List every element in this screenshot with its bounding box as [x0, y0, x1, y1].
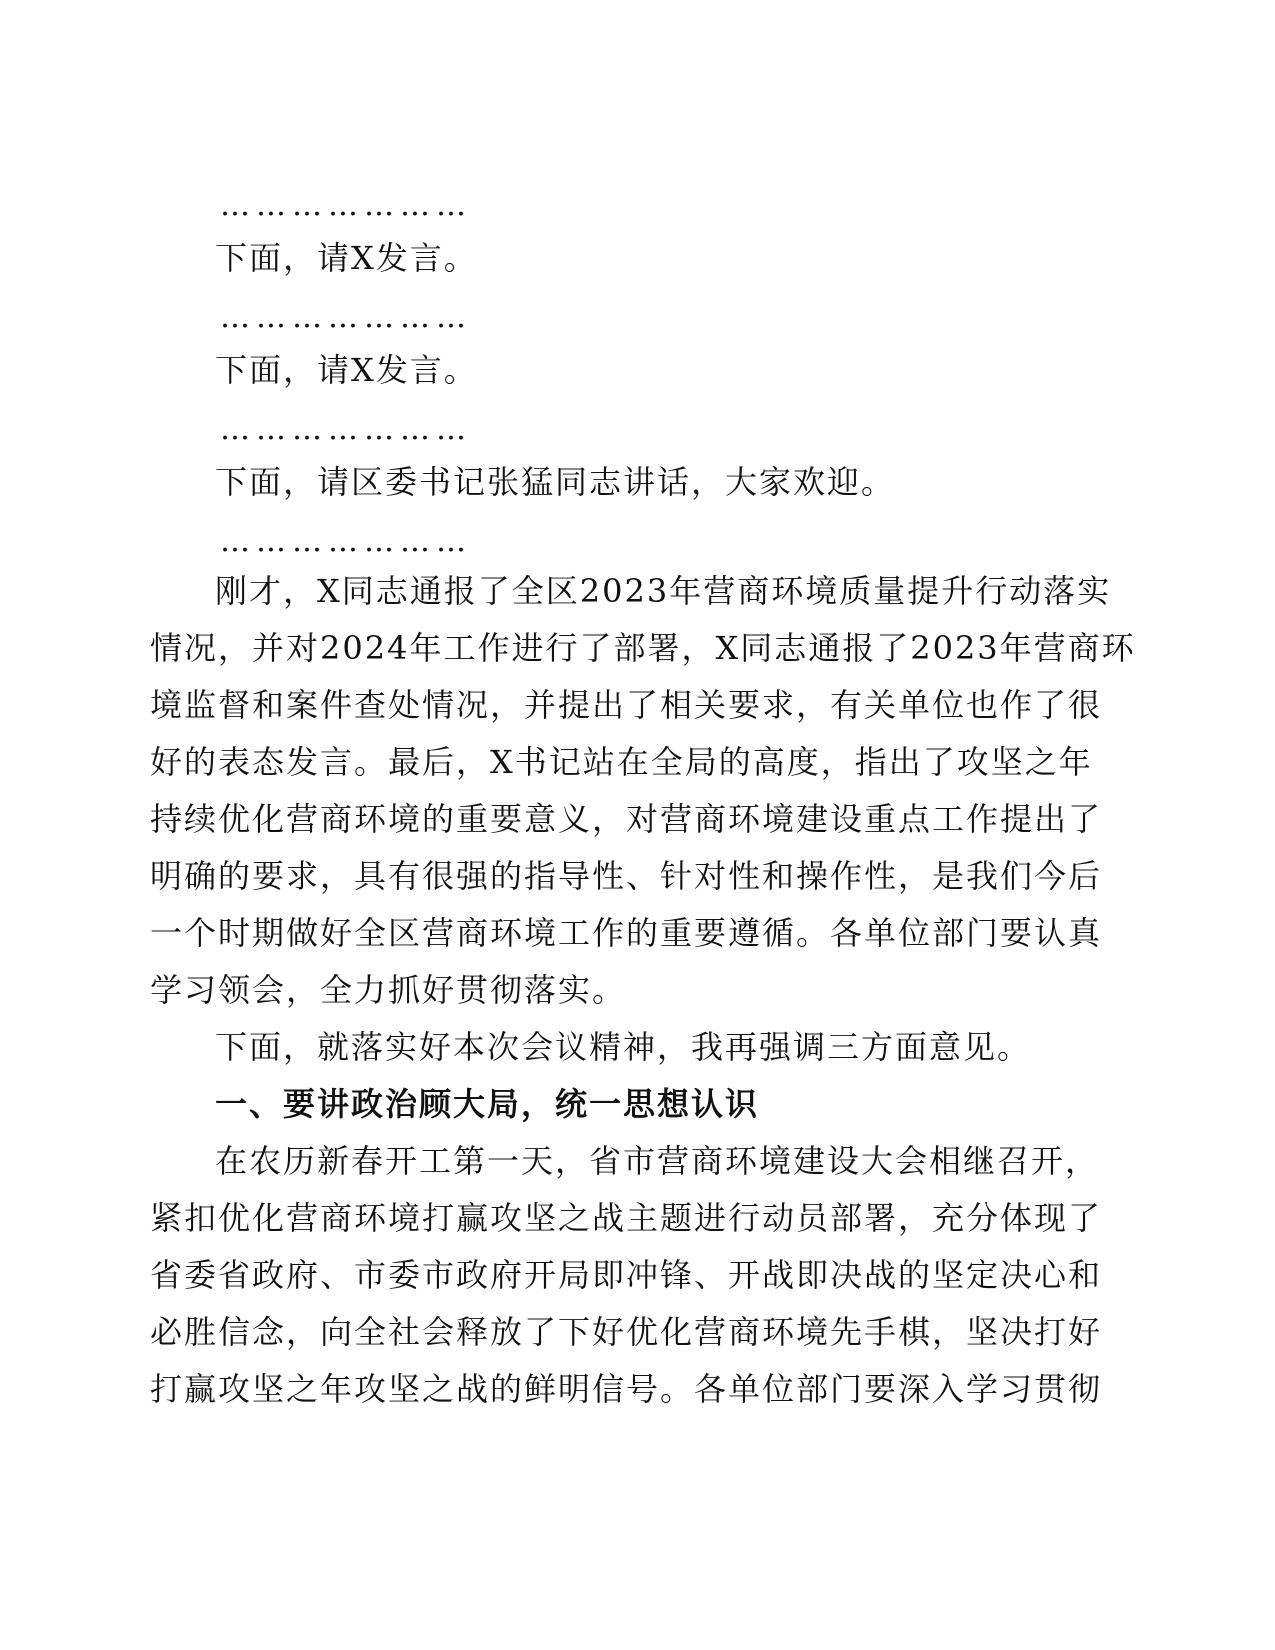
intro-line-3: 下面，请区委书记张猛同志讲话，大家欢迎。	[215, 463, 896, 501]
paragraph-line: 刚才，X同志通报了全区2023年营商环境质量提升行动落实	[215, 572, 1112, 610]
paragraph-line: 好的表态发言。最后，X书记站在全局的高度，指出了攻坚之年	[150, 743, 1093, 781]
paragraph-line: 打赢攻坚之年攻坚之战的鲜明信号。各单位部门要深入学习贯彻	[150, 1370, 1103, 1408]
ellipsis-separator: …………………	[220, 300, 472, 335]
paragraph-line: 境监督和案件查处情况，并提出了相关要求，有关单位也作了很	[150, 686, 1103, 724]
paragraph-line: 持续优化营商环境的重要意义，对营商环境建设重点工作提出了	[150, 800, 1103, 838]
intro-line-1: 下面，请X发言。	[215, 239, 478, 277]
paragraph-line: 省委省政府、市委市政府开局即冲锋、开战即决战的坚定决心和	[150, 1256, 1103, 1294]
ellipsis-separator: …………………	[220, 412, 472, 447]
intro-line-2: 下面，请X发言。	[215, 351, 478, 389]
paragraph-line: 紧扣优化营商环境打赢攻坚之战主题进行动员部署，充分体现了	[150, 1199, 1103, 1237]
ellipsis-separator: …………………	[220, 188, 472, 223]
paragraph-line: 情况，并对2024年工作进行了部署，X同志通报了2023年营商环	[150, 629, 1136, 667]
ellipsis-separator: …………………	[220, 524, 472, 559]
paragraph-line: 学习领会，全力抓好贯彻落实。	[150, 971, 627, 1009]
paragraph-line: 一个时期做好全区营商环境工作的重要遵循。各单位部门要认真	[150, 914, 1103, 952]
paragraph-line: 必胜信念，向全社会释放了下好优化营商环境先手棋，坚决打好	[150, 1313, 1103, 1351]
section-heading: 一、要讲政治顾大局，统一思想认识	[215, 1085, 760, 1123]
paragraph-line: 在农历新春开工第一天，省市营商环境建设大会相继召开，	[215, 1142, 1100, 1180]
paragraph-line: 明确的要求，具有很强的指导性、针对性和操作性，是我们今后	[150, 857, 1103, 895]
paragraph-line: 下面，就落实好本次会议精神，我再强调三方面意见。	[215, 1028, 1032, 1066]
